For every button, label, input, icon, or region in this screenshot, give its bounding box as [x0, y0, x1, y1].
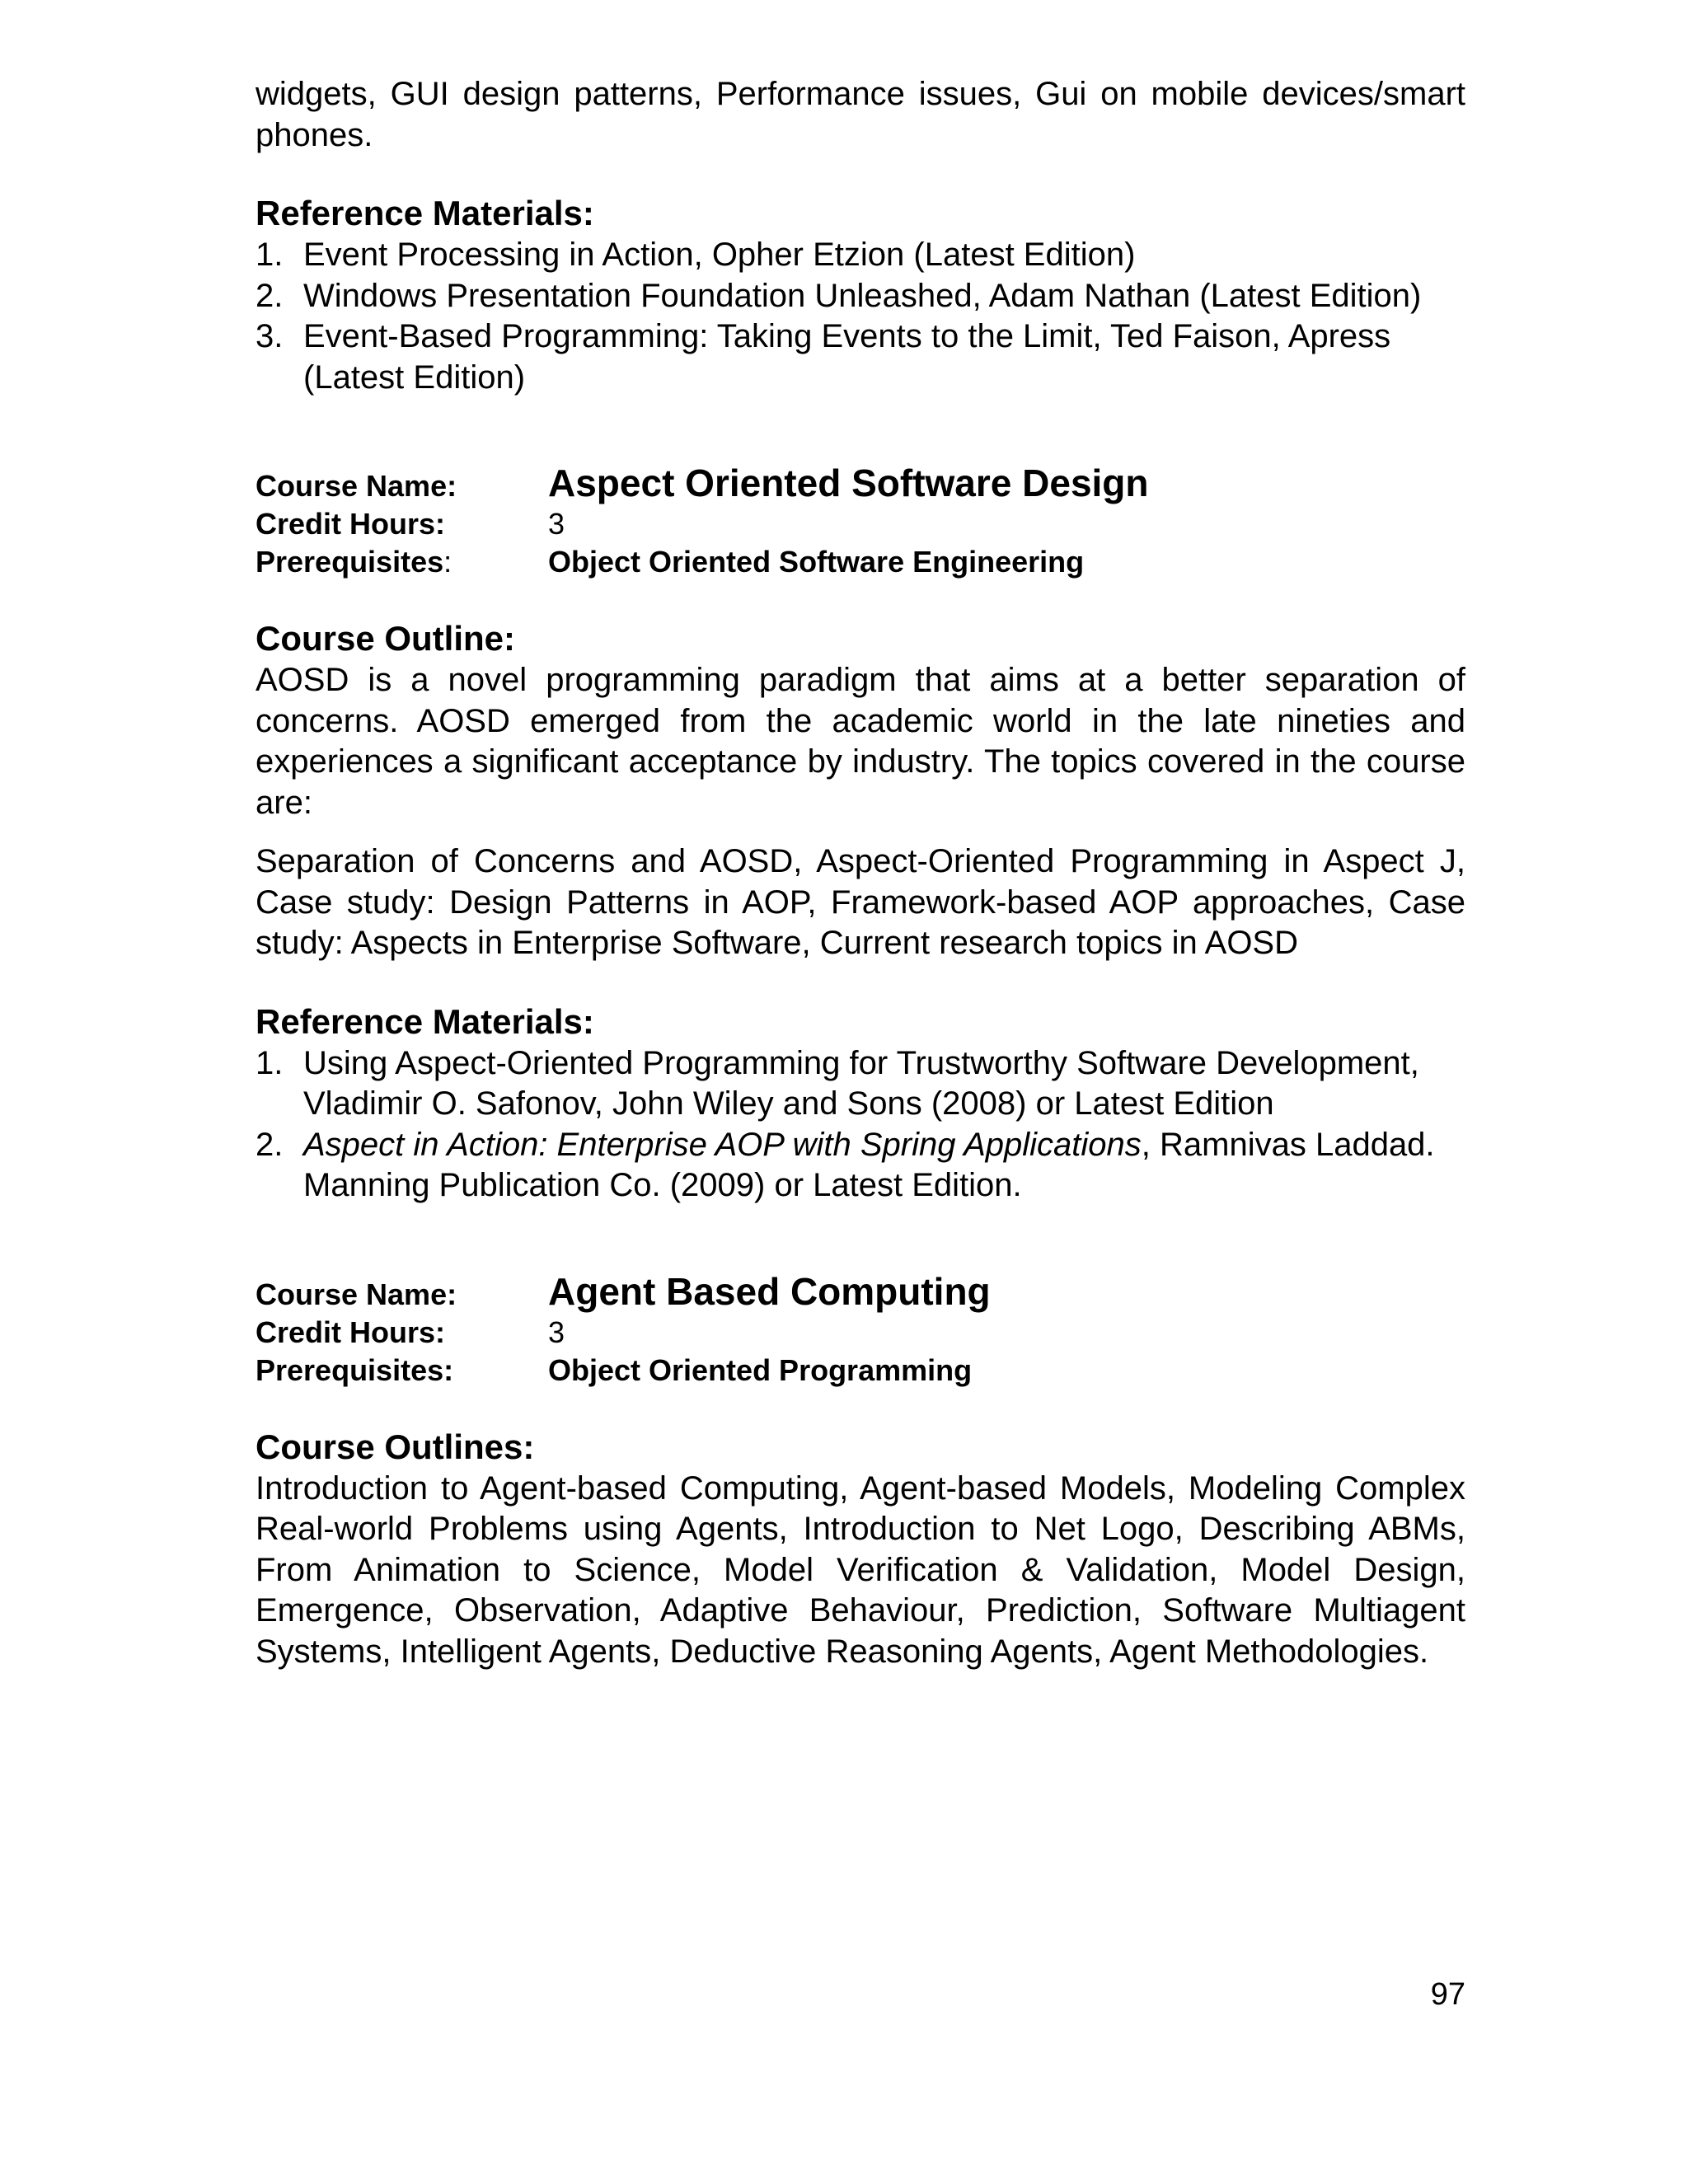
intro-continuation-text: widgets, GUI design patterns, Performance issues, Gui on mobile devices/smart phones. — [256, 76, 1465, 153]
course-name-label: Course Name: — [256, 1277, 457, 1311]
course-info-aosd — [256, 461, 1465, 581]
credit-hours-label: Credit Hours: — [256, 507, 446, 541]
document-page — [256, 74, 1465, 1672]
prerequisites-value: Object Oriented Programming — [548, 1352, 973, 1387]
prerequisites-row — [256, 1352, 1465, 1390]
page-number: 97 — [1430, 1977, 1465, 2012]
reference-materials-heading: Reference Materials: — [256, 194, 594, 232]
credit-hours-row — [256, 1314, 1465, 1352]
list-item — [256, 235, 1465, 276]
list-item-text: Using Aspect-Oriented Programming for Trustworthy Software Development, Vladimir O. Safonov, John Wiley and Sons (2008) or Latest Edition — [303, 1044, 1419, 1122]
list-item — [256, 1125, 1465, 1207]
list-item-text: Event Processing in Action, Opher Etzion (Latest Edition) — [303, 237, 1136, 273]
list-number: 2. — [256, 277, 284, 314]
course-outlines-paragraph: Introduction to Agent-based Computing, Agent-based Models, Modeling Complex Real-world Problems using Agents, Introduction to Net Logo, Describing ABMs, From Animation to Science, Model Verification & Validation, Model Design, Emergence, Observation, Adaptive Behaviour, Prediction, Software Multiagent Systems, Intelligent Agents, Deductive Reasoning Agents, Agent Methodologies. — [256, 1469, 1465, 1670]
prerequisites-label: Prerequisites: — [256, 1352, 454, 1387]
course-outline-heading: Course Outline: — [256, 619, 516, 658]
reference-materials-heading: Reference Materials: — [256, 1001, 594, 1041]
credit-hours-value: 3 — [548, 507, 565, 541]
list-number: 3. — [256, 318, 284, 354]
credit-hours-label: Credit Hours: — [256, 1315, 446, 1349]
prerequisites-label — [256, 543, 548, 581]
list-item — [256, 276, 1465, 317]
course-name-label: Course Name: — [256, 469, 457, 503]
course-outlines-heading: Course Outlines: — [256, 1427, 535, 1466]
book-title-italic: Aspect in Action: Enterprise AOP with Spring Applications — [303, 1126, 1142, 1163]
list-number: 1. — [256, 237, 284, 273]
list-item — [256, 316, 1465, 398]
list-item-text: Windows Presentation Foundation Unleashed, Adam Nathan (Latest Edition) — [303, 277, 1422, 314]
prerequisites-label-text: Prerequisites — [256, 545, 444, 579]
prerequisites-value: Object Oriented Software Engineering — [548, 545, 1085, 579]
prerequisites-colon: : — [443, 545, 452, 579]
course-outline-paragraph: AOSD is a novel programming paradigm that aims at a better separation of concerns. AOSD emerged from the academic world in the late nineties and experiences a significant acceptance by industry. The topics covered in the course are: — [256, 662, 1465, 821]
course-outline-topics: Separation of Concerns and AOSD, Aspect-Oriented Programming in Aspect J, Case study: Design Patterns in AOP, Framework-based AOP approaches, Case study: Aspects in Enterprise Software, Current research topics in AOSD — [256, 843, 1465, 961]
list-number: 2. — [256, 1126, 284, 1163]
course-info-abc — [256, 1269, 1465, 1390]
credit-hours-row — [256, 505, 1465, 543]
course-name-row — [256, 461, 1465, 505]
credit-hours-value: 3 — [548, 1315, 565, 1349]
list-number: 1. — [256, 1044, 284, 1081]
list-item-text: , Ramnivas Laddad. Manning Publication Co. (2009) or Latest Edition. — [303, 1126, 1435, 1203]
reference-list — [256, 235, 1465, 398]
course-name-value: Agent Based Computing — [548, 1269, 991, 1313]
prerequisites-row — [256, 543, 1465, 581]
reference-list — [256, 1043, 1465, 1207]
list-item-text: Event-Based Programming: Taking Events to the Limit, Ted Faison, Apress (Latest Edition) — [303, 318, 1391, 396]
course-name-value: Aspect Oriented Software Design — [548, 462, 1149, 504]
list-item — [256, 1043, 1465, 1125]
course-name-row — [256, 1269, 1465, 1314]
